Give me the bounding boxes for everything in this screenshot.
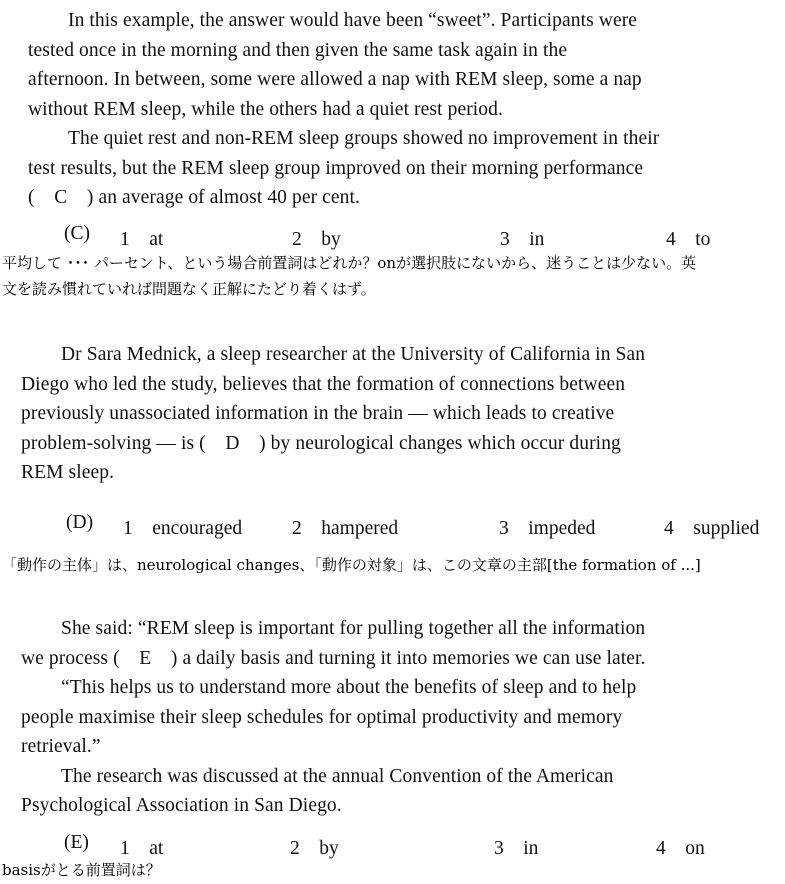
- option-2: 2 by: [290, 838, 339, 859]
- text-line: without REM sleep, while the others had a quiet rest period.: [28, 98, 503, 120]
- note-line: 文を読み慣れていれば問題なく正解にたどり着くはず。: [2, 280, 376, 298]
- text-line: “This helps us to understand more about the benefits of sleep and to help: [61, 677, 637, 698]
- text-line: Diego who led the study, believes that the formation of connections between: [21, 373, 626, 395]
- passage-paragraph-2: [28, 124, 776, 213]
- option-4: 4 to: [666, 229, 711, 250]
- text-line: previously unassociated information in the brain — which leads to creative: [21, 403, 615, 424]
- option-1: 1 at: [120, 838, 164, 859]
- note-line: basisがとる前置詞は？: [2, 861, 161, 879]
- option-3: 3 impeded: [499, 518, 596, 539]
- text-line: In this example, the answer would have been “sweet”. Participants were: [68, 10, 638, 31]
- text-line: people maximise their sleep schedules for optimal productivity and memory: [21, 706, 623, 728]
- note-e: [2, 857, 161, 883]
- question-label: (C): [64, 223, 90, 244]
- question-label: (E): [64, 832, 89, 853]
- question-c-options: [0, 223, 785, 249]
- text-line: REM sleep.: [21, 462, 115, 483]
- note-d: [2, 552, 701, 578]
- text-line: retrieval.”: [21, 736, 101, 757]
- text-line: problem-solving — is ( D ) by neurological changes which occur during: [21, 432, 621, 454]
- option-1: 1 at: [120, 229, 164, 250]
- text-line: The research was discussed at the annual Convention of the American: [61, 765, 614, 787]
- option-3: 3 in: [500, 229, 545, 250]
- text-line: Psychological Association in San Diego.: [21, 795, 342, 816]
- text-line: we process ( E ) a daily basis and turning it into memories we can use later.: [21, 647, 646, 669]
- option-3: 3 in: [494, 838, 539, 859]
- text-line: She said: “REM sleep is important for pulling together all the information: [61, 618, 646, 639]
- option-1: 1 encouraged: [123, 518, 243, 539]
- option-2: 2 hampered: [292, 518, 399, 539]
- note-line: 「動作の主体」は、neurological changes、「動作の対象」は、この文章の主部[the formation of ...]: [2, 556, 701, 574]
- question-label: (D): [66, 512, 94, 533]
- text-line: tested once in the morning and then given the same task again in the: [28, 39, 568, 61]
- passage-paragraph-3: [21, 340, 776, 488]
- option-2: 2 by: [292, 229, 341, 250]
- option-4: 4 supplied: [664, 518, 760, 539]
- passage-paragraph-1: [28, 6, 776, 124]
- note-line: 平均して ･･･ パーセント、という場合前置詞はどれか？onが選択肢にないから、迷うことは少ない。英: [2, 254, 697, 272]
- text-line: afternoon. In between, some were allowed a nap with REM sleep, some a nap: [28, 69, 642, 90]
- question-d-options: [0, 512, 785, 538]
- option-4: 4 on: [656, 838, 705, 859]
- passage-paragraph-4: [21, 614, 776, 821]
- text-line: test results, but the REM sleep group improved on their morning performance: [28, 157, 644, 179]
- question-e-options: [0, 832, 785, 858]
- text-line: ( C ) an average of almost 40 per cent.: [28, 187, 361, 208]
- note-c: [2, 250, 696, 302]
- text-line: Dr Sara Mednick, a sleep researcher at the University of California in San: [61, 344, 646, 365]
- text-line: The quiet rest and non-REM sleep groups showed no improvement in their: [68, 128, 660, 149]
